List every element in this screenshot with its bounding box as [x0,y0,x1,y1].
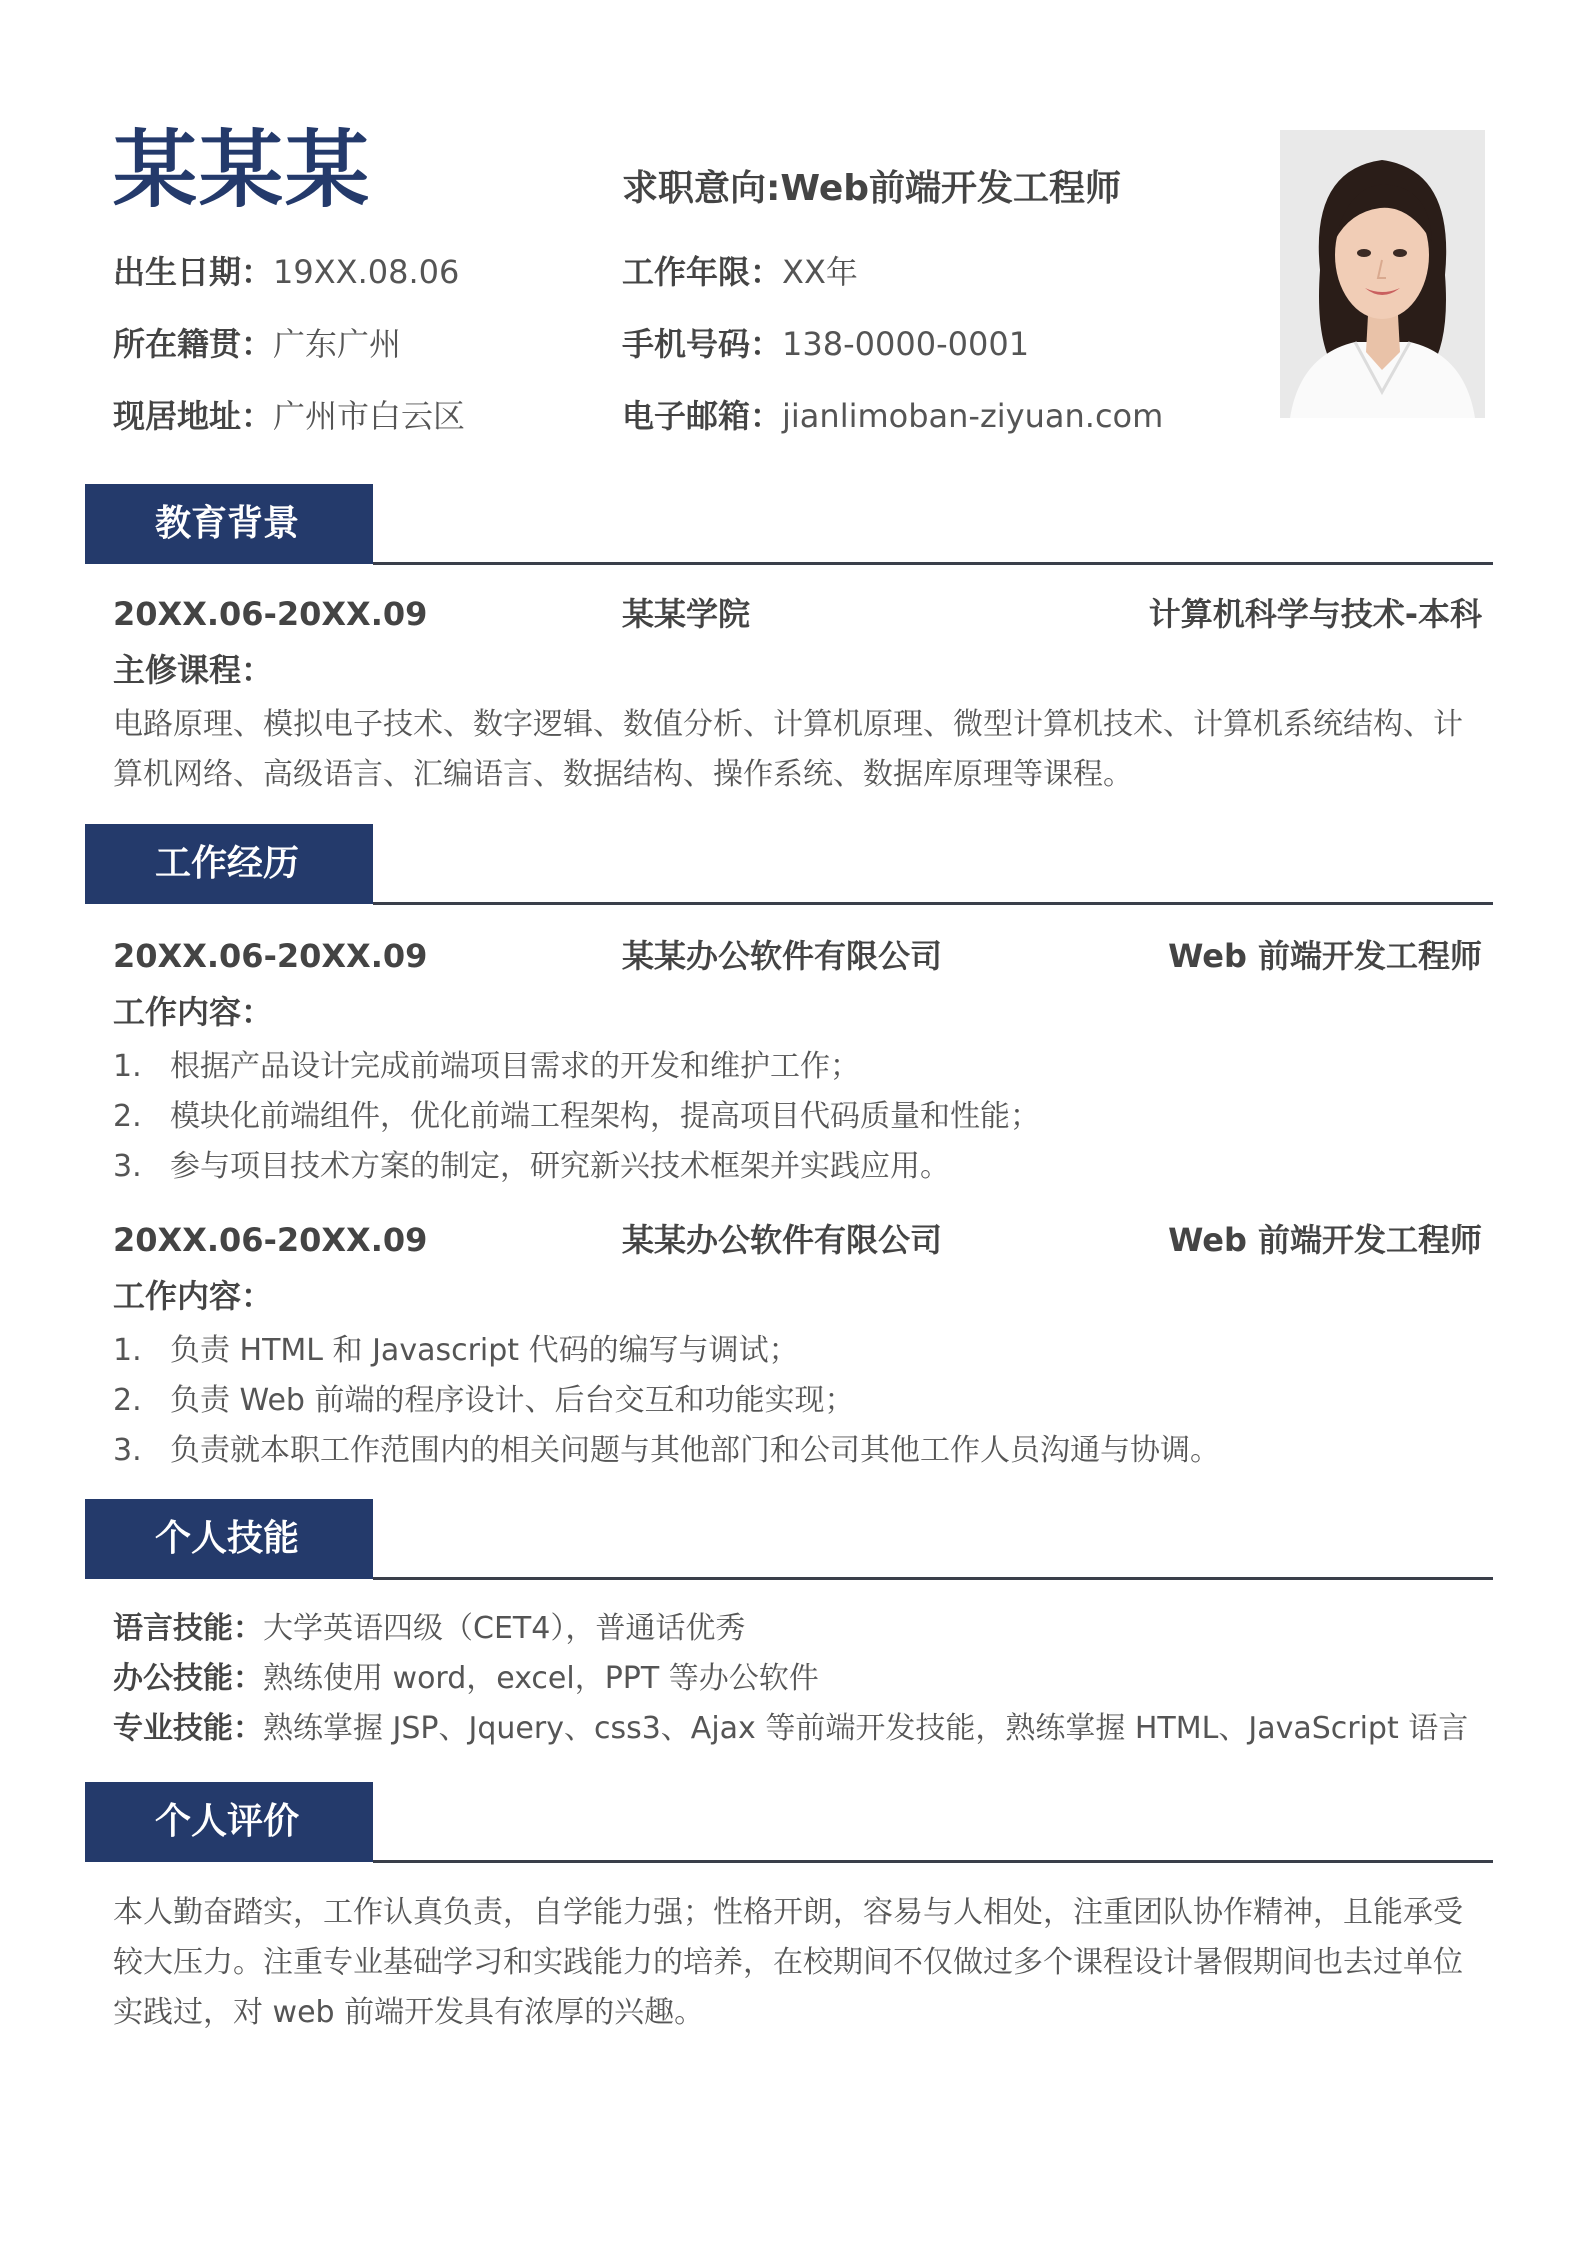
job-content-label: 工作内容： [113,993,274,1031]
skill-value: 大学英语四级（CET4），普通话优秀 [263,1611,746,1646]
info-value: 19XX.08.06 [273,253,460,291]
job-date: 20XX.06-20XX.09 [113,937,428,975]
list-text: 负责就本职工作范围内的相关问题与其他部门和公司其他工作人员沟通与协调。 [170,1433,1220,1468]
section-divider [373,1860,1493,1863]
section-divider [373,562,1493,565]
skill-language [113,1611,746,1646]
info-label: 工作年限： [622,253,783,291]
skill-label: 专业技能： [113,1711,263,1746]
info-label: 所在籍贯： [113,325,274,363]
list-number: 3. [113,1149,142,1184]
evaluation-text: 本人勤奋踏实，工作认真负责，自学能力强；性格开朗，容易与人相处，注重团队协作精神，且能承受较大压力。注重专业基础学习和实践能力的培养，在校期间不仅做过多个课程设计暑假期间也去过单位实践过，对 web 前端开发具有浓厚的兴趣。 [113,1895,1463,2030]
edu-date: 20XX.06-20XX.09 [113,595,428,633]
edu-school: 某某学院 [622,595,751,633]
section-title-evaluation: 个人评价 [85,1782,373,1862]
job-intent: 求职意向:Web前端开发工程师 [622,168,1122,209]
info-label: 手机号码： [622,325,783,363]
list-number: 1. [113,1333,142,1368]
list-number: 1. [113,1049,142,1084]
courses-label: 主修课程： [113,651,274,689]
list-item [113,1099,1040,1134]
list-item [113,1383,855,1418]
list-text: 负责 Web 前端的程序设计、后台交互和功能实现； [170,1383,855,1418]
list-number: 2. [113,1383,142,1418]
info-value: jianlimoban-ziyuan.com [782,397,1164,435]
courses-text: 电路原理、模拟电子技术、数字逻辑、数值分析、计算机原理、微型计算机技术、计算机系统结构、计算机网络、高级语言、汇编语言、数据结构、操作系统、数据库原理等课程。 [113,707,1463,792]
list-item [113,1433,1220,1468]
job-date: 20XX.06-20XX.09 [113,1221,428,1259]
section-divider [373,902,1493,905]
profile-photo [1280,130,1485,418]
info-address [113,397,466,435]
skill-value: 熟练使用 word，excel，PPT 等办公软件 [263,1661,819,1696]
section-divider [373,1577,1493,1580]
candidate-name: 某某某 [113,121,372,219]
info-label: 出生日期： [113,253,274,291]
job-company: 某某办公软件有限公司 [622,1221,943,1259]
list-number: 3. [113,1433,142,1468]
info-value: XX年 [782,253,858,291]
job-role: Web 前端开发工程师 [1168,1221,1482,1259]
list-text: 根据产品设计完成前端项目需求的开发和维护工作； [170,1049,860,1084]
skill-professional [113,1711,1469,1746]
info-value: 广东广州 [273,325,402,363]
section-title-skills: 个人技能 [85,1499,373,1579]
job-content-label: 工作内容： [113,1277,274,1315]
info-email [622,397,1164,435]
info-phone [622,325,1030,363]
skill-label: 语言技能： [113,1611,263,1646]
list-text: 参与项目技术方案的制定，研究新兴技术框架并实践应用。 [170,1149,950,1184]
info-value: 138-0000-0001 [782,325,1030,363]
skill-office [113,1661,819,1696]
list-number: 2. [113,1099,142,1134]
info-hometown [113,325,402,363]
section-title-education: 教育背景 [85,484,373,564]
portrait-illustration [1280,130,1485,418]
job-company: 某某办公软件有限公司 [622,937,943,975]
list-item [113,1333,799,1368]
section-title-work: 工作经历 [85,824,373,904]
list-text: 模块化前端组件，优化前端工程架构，提高项目代码质量和性能； [170,1099,1040,1134]
job-role: Web 前端开发工程师 [1168,937,1482,975]
info-birthdate [113,253,460,291]
skill-label: 办公技能： [113,1661,263,1696]
info-experience-years [622,253,858,291]
list-text: 负责 HTML 和 Javascript 代码的编写与调试； [170,1333,799,1368]
skill-value: 熟练掌握 JSP、Jquery、css3、Ajax 等前端开发技能，熟练掌握 HTML、JavaScript 语言 [263,1711,1469,1746]
list-item [113,1049,860,1084]
list-item [113,1149,950,1184]
edu-major: 计算机科学与技术-本科 [1148,595,1482,633]
info-label: 电子邮箱： [622,397,783,435]
info-value: 广州市白云区 [273,397,466,435]
info-label: 现居地址： [113,397,274,435]
